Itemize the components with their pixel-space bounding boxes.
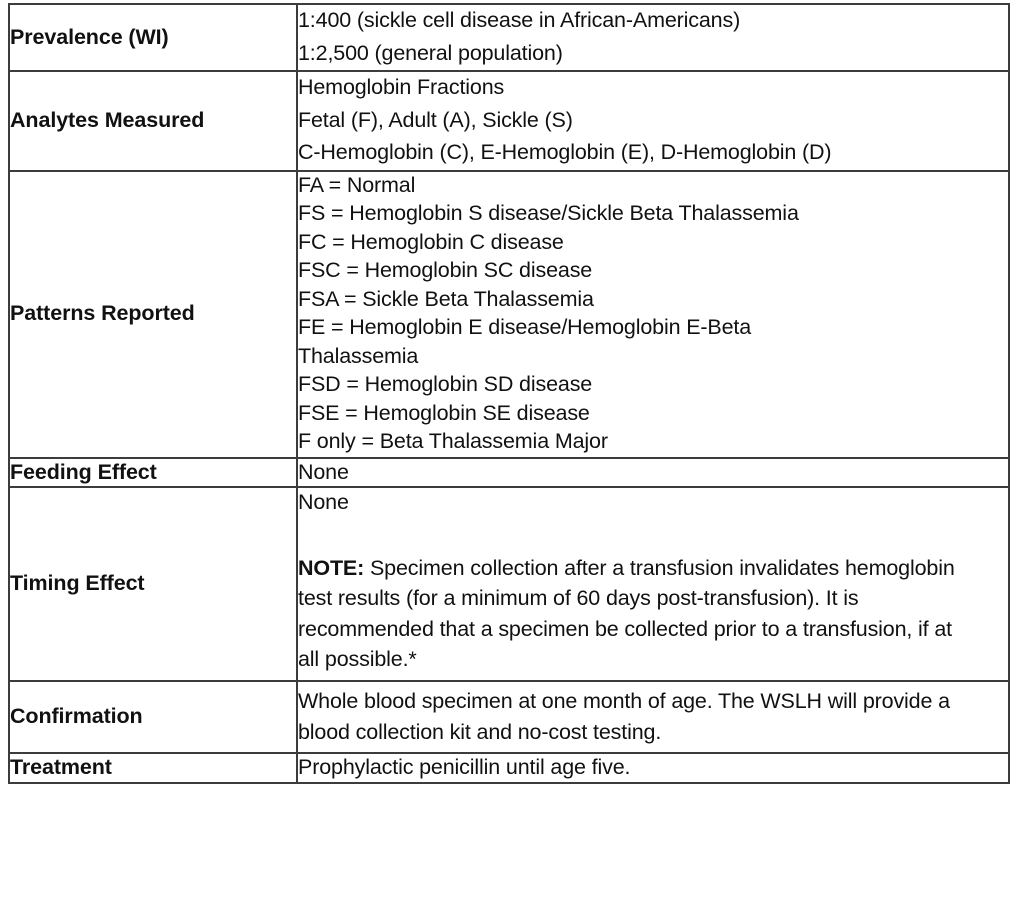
blank-line-spacer [298,519,1008,549]
value-line: Hemoglobin Fractions [298,75,505,99]
condition-info-table [8,3,1010,784]
row-label-treatment: Treatment [9,753,297,783]
value-line: 1:2,500 (general population) [298,40,563,65]
row-value-confirmation [297,681,1009,753]
value-line: FA = Normal [298,172,416,197]
value-line: F only = Beta Thalassemia Major [298,429,608,453]
row-label-prevalence: Prevalence (WI) [9,4,297,71]
row-label-timing: Timing Effect [9,487,297,681]
note-label: NOTE: [298,555,365,580]
note-body: Specimen collection after a transfusion invalidates hemoglobin test results (for a minimum of 60 days post-transfusion). It is recommended that a specimen be collected prior to a transfusion, if at all possible.* [298,555,955,672]
value-line: None [298,459,349,484]
row-label-confirmation: Confirmation [9,681,297,753]
timing-note [298,549,966,680]
row-label-patterns: Patterns Reported [9,171,297,458]
row-value-treatment [297,753,1009,783]
row-value-analytes [297,71,1009,171]
row-label-feeding: Feeding Effect [9,458,297,488]
value-line: FSC = Hemoglobin SC disease [298,258,593,282]
value-line: FE = Hemoglobin E disease/Hemoglobin E-Beta [298,315,752,339]
row-analytes [9,71,1009,171]
row-prevalence [9,4,1009,71]
value-line: FS = Hemoglobin S disease/Sickle Beta Thalassemia [298,201,799,225]
row-value-patterns [297,171,1009,458]
value-line: Prophylactic penicillin until age five. [298,755,631,780]
value-line: Thalassemia [298,343,419,368]
value-line: Fetal (F), Adult (A), Sickle (S) [298,107,573,132]
value-line: C-Hemoglobin (C), E-Hemoglobin (E), D-Hemoglobin (D) [298,140,832,164]
row-feeding [9,458,1009,488]
value-paragraph: Whole blood specimen at one month of age. The WSLH will provide a blood collection kit and no-cost testing. [298,689,950,744]
row-timing [9,487,1009,681]
value-line: FSE = Hemoglobin SE disease [298,400,590,425]
row-value-prevalence [297,4,1009,71]
row-patterns [9,171,1009,458]
value-line: FSA = Sickle Beta Thalassemia [298,286,594,311]
value-line: None [298,490,349,515]
value-line: 1:400 (sickle cell disease in African-Americans) [298,8,741,32]
row-value-feeding [297,458,1009,488]
row-value-timing [297,487,1009,681]
value-line: FSD = Hemoglobin SD disease [298,372,593,396]
row-label-analytes: Analytes Measured [9,71,297,171]
row-treatment [9,753,1009,783]
row-confirmation [9,681,1009,753]
value-line: FC = Hemoglobin C disease [298,229,564,254]
